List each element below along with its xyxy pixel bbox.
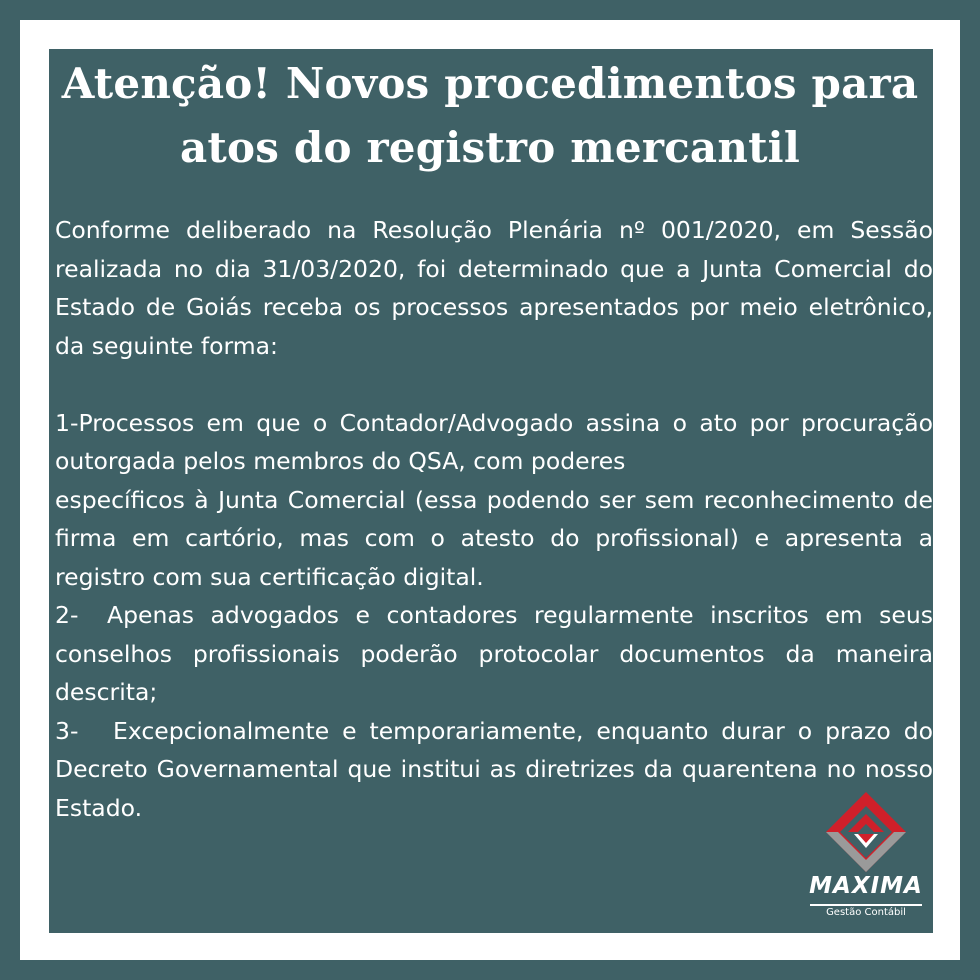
logo-brand-name: MAXIMA [809,873,923,899]
logo-divider [810,904,922,906]
page-title [0,52,980,180]
diamond-house-logo-icon [824,790,908,874]
item-2-number: 2- [55,601,79,629]
item-3-number: 3- [55,716,79,745]
title-line-1: Atenção! Novos procedimentos para [61,59,919,108]
list-item-3 [55,712,933,828]
logo-tagline: Gestão Contábil [826,907,906,918]
maxima-logo [804,790,928,930]
intro-paragraph: Conforme deliberado na Resolução Plenária nº 001/2020, em Sessão realizada no dia 31/03/2020, foi determinado que a Junta Comercial do Estado de Goiás receba os processos apresentados por meio eletrônico, da seguinte forma: [55,216,933,360]
paragraph-gap [55,365,933,404]
item-2-text: Apenas advogados e contadores regularmente inscritos em seus conselhos profissionais poderão protocolar documentos da maneira descrita; [55,601,933,706]
list-item-1-continued [55,481,933,597]
list-item-1 [55,404,933,481]
item-1-text-a: Processos em que o Contador/Advogado assina o ato por procuração outorgada pelos membros do QSA, com poderes [55,408,933,475]
notice-body [55,211,933,827]
title-line-2: atos do registro mercantil [179,123,800,172]
item-1-text-b: específicos à Junta Comercial (essa podendo ser sem reconhecimento de firma em cartório, mas com o atesto do profissional) e apresenta a registro com sua certificação digital. [55,485,933,591]
item-1-number: 1- [55,408,79,437]
list-item-2 [55,596,933,712]
item-3-text: Excepcionalmente e temporariamente, enquanto durar o prazo do Decreto Governamental que institui as diretrizes da quarentena no nosso Estado. [55,716,933,822]
